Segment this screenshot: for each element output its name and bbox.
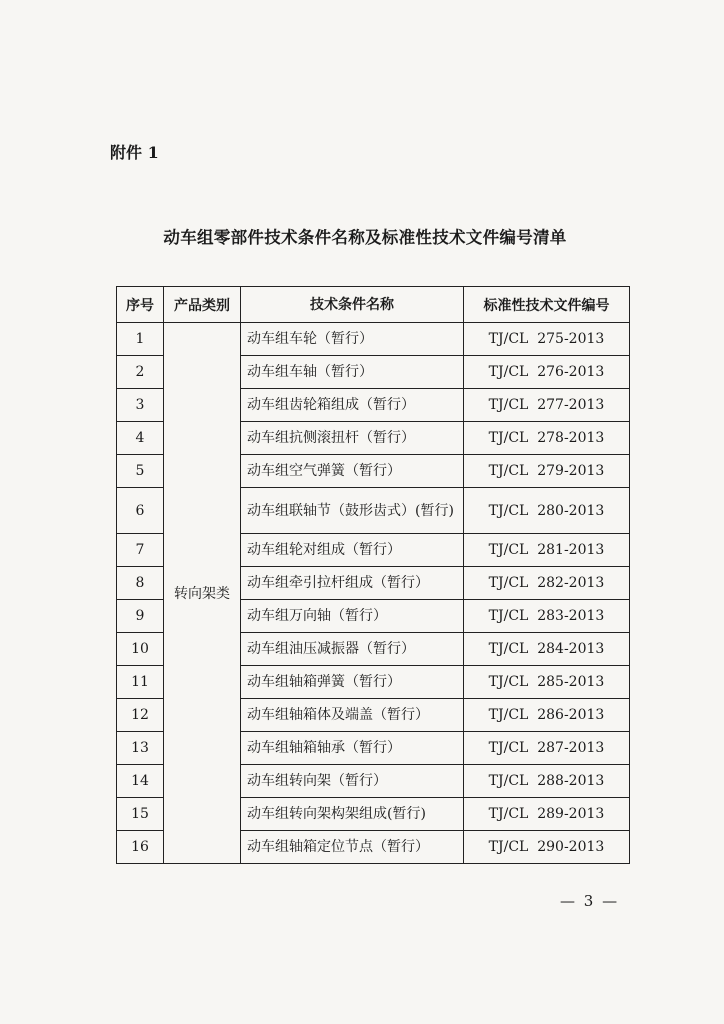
row-seq: 9 bbox=[117, 600, 164, 633]
row-standard-code: TJ/CL 283-2013 bbox=[464, 600, 630, 633]
row-seq: 13 bbox=[117, 732, 164, 765]
row-spec-name: 动车组抗侧滚扭杆（暂行） bbox=[241, 422, 464, 455]
row-standard-code: TJ/CL 278-2013 bbox=[464, 422, 630, 455]
standards-table bbox=[116, 286, 630, 864]
row-standard-code: TJ/CL 287-2013 bbox=[464, 732, 630, 765]
row-spec-name: 动车组万向轴（暂行） bbox=[241, 600, 464, 633]
row-standard-code: TJ/CL 286-2013 bbox=[464, 699, 630, 732]
row-spec-name: 动车组轴箱弹簧（暂行） bbox=[241, 666, 464, 699]
row-standard-code: TJ/CL 277-2013 bbox=[464, 389, 630, 422]
column-header-category: 产品类别 bbox=[164, 287, 241, 323]
row-standard-code: TJ/CL 289-2013 bbox=[464, 798, 630, 831]
row-seq: 14 bbox=[117, 765, 164, 798]
row-seq: 10 bbox=[117, 633, 164, 666]
document-title: 动车组零部件技术条件名称及标准性技术文件编号清单 bbox=[163, 228, 567, 247]
row-seq: 6 bbox=[117, 488, 164, 534]
row-seq: 3 bbox=[117, 389, 164, 422]
row-spec-name: 动车组空气弹簧（暂行） bbox=[241, 455, 464, 488]
row-standard-code: TJ/CL 281-2013 bbox=[464, 534, 630, 567]
row-seq: 8 bbox=[117, 567, 164, 600]
row-standard-code: TJ/CL 290-2013 bbox=[464, 831, 630, 864]
row-standard-code: TJ/CL 276-2013 bbox=[464, 356, 630, 389]
row-seq: 7 bbox=[117, 534, 164, 567]
row-spec-name: 动车组轴箱体及端盖（暂行） bbox=[241, 699, 464, 732]
row-spec-name: 动车组齿轮箱组成（暂行） bbox=[241, 389, 464, 422]
row-seq: 11 bbox=[117, 666, 164, 699]
product-category: 转向架类 bbox=[164, 323, 241, 864]
row-standard-code: TJ/CL 280-2013 bbox=[464, 488, 630, 534]
row-seq: 2 bbox=[117, 356, 164, 389]
row-standard-code: TJ/CL 279-2013 bbox=[464, 455, 630, 488]
row-seq: 4 bbox=[117, 422, 164, 455]
row-standard-code: TJ/CL 284-2013 bbox=[464, 633, 630, 666]
attachment-label: 附件 1 bbox=[110, 143, 159, 162]
row-spec-name: 动车组油压减振器（暂行） bbox=[241, 633, 464, 666]
row-spec-name: 动车组转向架（暂行） bbox=[241, 765, 464, 798]
table-row bbox=[117, 323, 630, 356]
row-seq: 1 bbox=[117, 323, 164, 356]
row-spec-name: 动车组车轴（暂行） bbox=[241, 356, 464, 389]
row-seq: 5 bbox=[117, 455, 164, 488]
row-spec-name: 动车组牵引拉杆组成（暂行） bbox=[241, 567, 464, 600]
row-spec-name: 动车组联轴节（鼓形齿式）(暂行) bbox=[241, 488, 464, 534]
row-standard-code: TJ/CL 282-2013 bbox=[464, 567, 630, 600]
row-standard-code: TJ/CL 275-2013 bbox=[464, 323, 630, 356]
column-header-name: 技术条件名称 bbox=[241, 287, 464, 323]
row-spec-name: 动车组轴箱定位节点（暂行） bbox=[241, 831, 464, 864]
row-standard-code: TJ/CL 285-2013 bbox=[464, 666, 630, 699]
column-header-seq: 序号 bbox=[117, 287, 164, 323]
row-seq: 16 bbox=[117, 831, 164, 864]
page-number: — 3 — bbox=[560, 892, 620, 910]
table-body bbox=[117, 323, 630, 864]
row-spec-name: 动车组转向架构架组成(暂行) bbox=[241, 798, 464, 831]
table-header-row bbox=[117, 287, 630, 323]
row-seq: 15 bbox=[117, 798, 164, 831]
row-spec-name: 动车组轮对组成（暂行） bbox=[241, 534, 464, 567]
row-spec-name: 动车组轴箱轴承（暂行） bbox=[241, 732, 464, 765]
row-spec-name: 动车组车轮（暂行） bbox=[241, 323, 464, 356]
row-standard-code: TJ/CL 288-2013 bbox=[464, 765, 630, 798]
row-seq: 12 bbox=[117, 699, 164, 732]
column-header-code: 标准性技术文件编号 bbox=[464, 287, 630, 323]
